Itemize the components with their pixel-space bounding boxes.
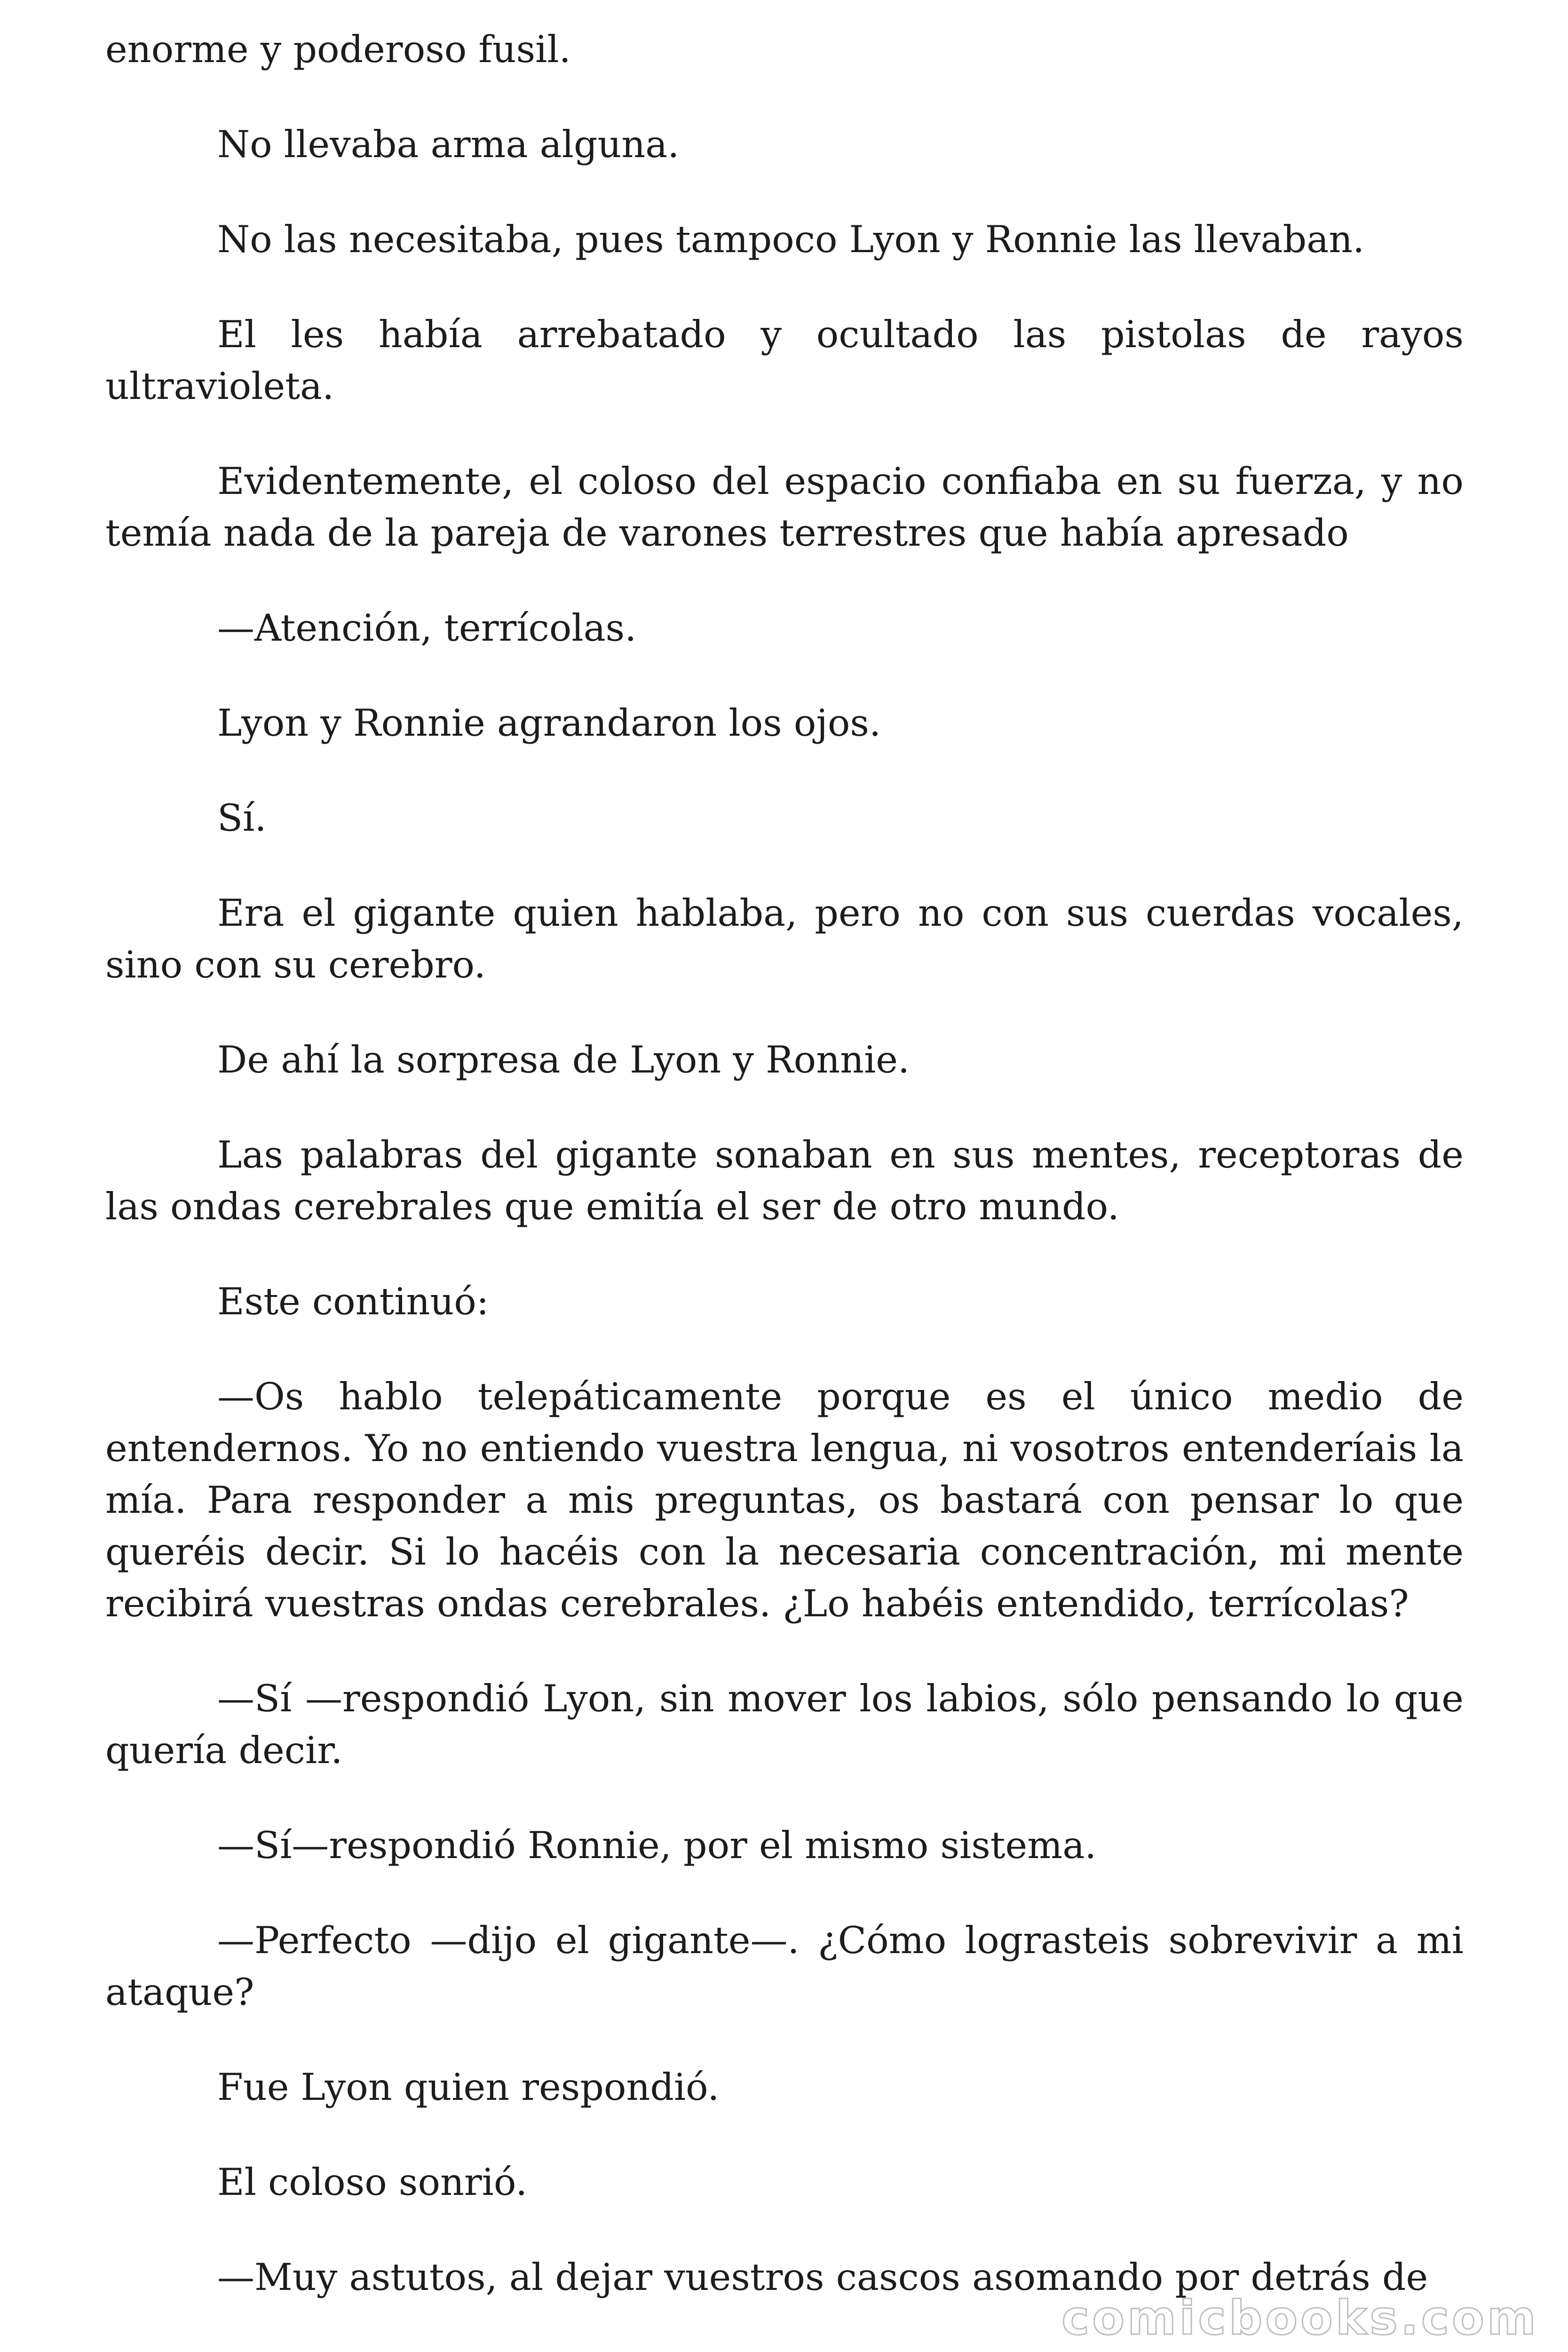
paragraph: No llevaba arma alguna. xyxy=(217,123,680,166)
paragraph: —Muy astutos, al dejar vuestros cascos asomando por detrás de xyxy=(217,2256,1428,2299)
paragraph: Lyon y Ronnie agrandaron los ojos. xyxy=(217,701,881,745)
paragraph: —Sí—respondió Ronnie, por el mismo sistema. xyxy=(217,1824,1097,1867)
paragraph: enorme y poderoso fusil. xyxy=(105,28,571,71)
paragraph: Era el gigante quien hablaba, pero no con sus cuerdas vocales, sino con su cerebro. xyxy=(105,891,1464,986)
paragraph: —Perfecto —dijo el gigante—. ¿Cómo lograsteis sobrevivir a mi ataque? xyxy=(105,1919,1464,2014)
paragraph: De ahí la sorpresa de Lyon y Ronnie. xyxy=(217,1038,910,1081)
paragraph: Las palabras del gigante sonaban en sus mentes, receptoras de las ondas cerebrales que emitía el ser de otro mundo. xyxy=(105,1133,1464,1228)
paragraph: —Atención, terrícolas. xyxy=(217,606,637,650)
paragraph: —Sí —respondió Lyon, sin mover los labios, sólo pensando lo que quería decir. xyxy=(105,1677,1464,1772)
paragraph: No las necesitaba, pues tampoco Lyon y Ronnie las llevaban. xyxy=(217,218,1365,261)
paragraph: Sí. xyxy=(217,796,267,840)
text-column xyxy=(105,24,1464,2346)
paragraph: Evidentemente, el coloso del espacio confiaba en su fuerza, y no temía nada de la pareja de varones terrestres que había apresado xyxy=(105,460,1464,555)
paragraph: Este continuó: xyxy=(217,1280,489,1323)
paragraph: Fue Lyon quien respondió. xyxy=(217,2066,720,2109)
watermark: comicbooks.com xyxy=(1061,2290,1539,2345)
paragraph: El coloso sonrió. xyxy=(217,2161,528,2204)
paragraph: El les había arrebatado y ocultado las pistolas de rayos ultravioleta. xyxy=(105,313,1464,408)
paragraph: —Os hablo telepáticamente porque es el único medio de entendernos. Yo no entiendo vuestra lengua, ni vosotros entenderíais la mía. Para responder a mis preguntas, os bastará con pensar lo que queréis decir. Si lo hacéis con la necesaria concentración, mi mente recibirá vuestras ondas cerebrales. ¿Lo habéis entendido, terrícolas? xyxy=(105,1375,1464,1625)
